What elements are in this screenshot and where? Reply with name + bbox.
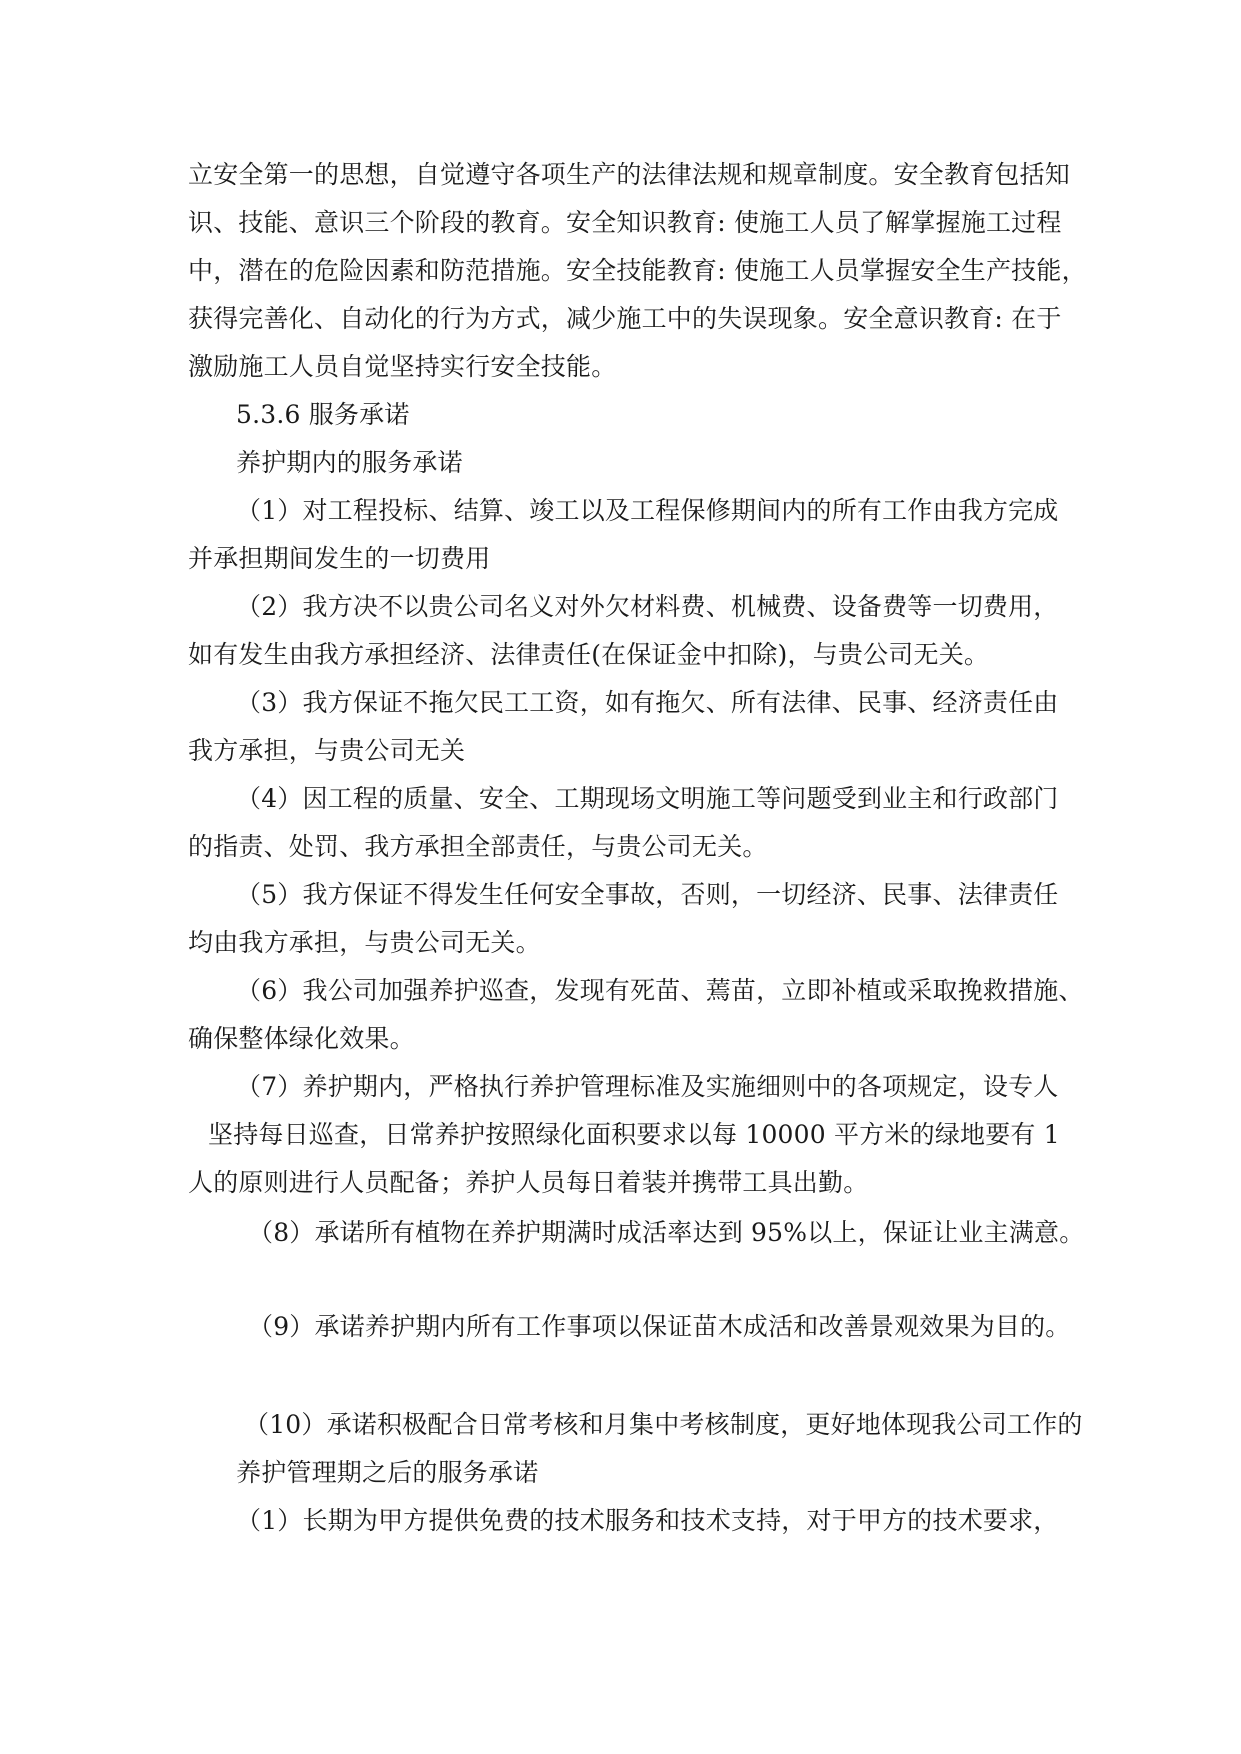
text-line: 我方承担，与贵公司无关 (188, 736, 466, 765)
text-line: 识、技能、意识三个阶段的教育。安全知识教育: 使施工人员了解掌握施工过程 (188, 208, 1062, 237)
list-item: （4）因工程的质量、安全、工期现场文明施工等问题受到业主和行政部门 (236, 784, 1059, 813)
text-line: 激励施工人员自觉坚持实行安全技能。 (188, 352, 617, 381)
list-item: （8）承诺所有植物在养护期满时成活率达到 95%以上，保证让业主满意。 (248, 1218, 1085, 1247)
text-line: 人的原则进行人员配备；养护人员每日着装并携带工具出勤。 (188, 1168, 869, 1197)
text-line: 坚持每日巡查，日常养护按照绿化面积要求以每 10000 平方米的绿地要有 1 (208, 1120, 1060, 1149)
section-heading: 5.3.6 服务承诺 (236, 400, 410, 429)
list-item: （5）我方保证不得发生任何安全事故，否则，一切经济、民事、法律责任 (236, 880, 1059, 909)
list-item: （3）我方保证不拖欠民工工资，如有拖欠、所有法律、民事、经济责任由 (236, 688, 1059, 717)
list-item: （9）承诺养护期内所有工作事项以保证苗木成活和改善景观效果为目的。 (248, 1312, 1071, 1341)
text-line: 均由我方承担，与贵公司无关。 (188, 928, 541, 957)
subsection-heading: 养护管理期之后的服务承诺 (236, 1458, 539, 1487)
text-line: 如有发生由我方承担经济、法律责任(在保证金中扣除)，与贵公司无关。 (188, 640, 990, 669)
list-item: （2）我方决不以贵公司名义对外欠材料费、机械费、设备费等一切费用， (236, 592, 1059, 621)
list-item: （7）养护期内，严格执行养护管理标准及实施细则中的各项规定，设专人 (236, 1072, 1059, 1101)
text-line: 获得完善化、自动化的行为方式，减少施工中的失误现象。安全意识教育: 在于 (188, 304, 1062, 333)
list-item: （1）长期为甲方提供免费的技术服务和技术支持，对于甲方的技术要求， (236, 1506, 1059, 1535)
text-line: 确保整体绿化效果。 (188, 1024, 415, 1053)
subsection-heading: 养护期内的服务承诺 (236, 448, 463, 477)
text-line: 立安全第一的思想，自觉遵守各项生产的法律法规和规章制度。安全教育包括知 (188, 160, 1071, 189)
list-item: （10）承诺积极配合日常考核和月集中考核制度，更好地体现我公司工作的 (244, 1410, 1083, 1439)
list-item: （1）对工程投标、结算、竣工以及工程保修期间内的所有工作由我方完成 (236, 496, 1059, 525)
text-line: 并承担期间发生的一切费用 (188, 544, 491, 573)
text-line: 中，潜在的危险因素和防范措施。安全技能教育: 使施工人员掌握安全生产技能， (188, 256, 1087, 285)
list-item: （6）我公司加强养护巡查，发现有死苗、蔫苗，立即补植或采取挽救措施、 (236, 976, 1084, 1005)
text-line: 的指责、处罚、我方承担全部责任，与贵公司无关。 (188, 832, 768, 861)
